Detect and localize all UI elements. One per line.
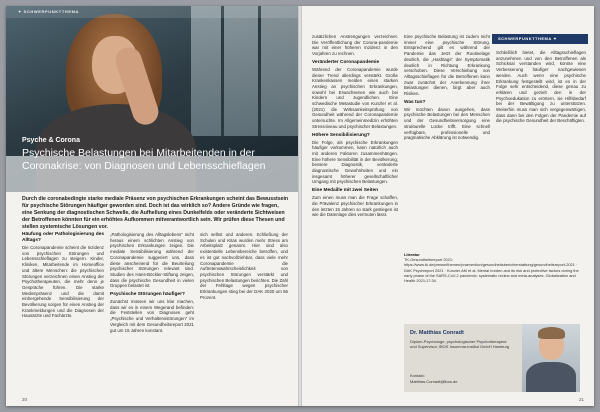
left-column-2 <box>110 232 194 336</box>
left-page <box>6 6 298 406</box>
left-column-1 <box>22 232 104 322</box>
right-page <box>302 6 594 406</box>
right-column-1 <box>312 34 398 221</box>
column-heading: Was tun? <box>404 99 426 105</box>
column-text: Wir möchten davon ausgehen, dass psychische Belastungen bei den Menschen und der Gesundheitsversorgung eine strukturelle Lücke trifft. Eine schnell verfügbare, professionelle und pragmatische Abklärung ist notwendig. <box>404 106 490 141</box>
left-column-3 <box>200 232 288 303</box>
article-headline: Psychische Belastungen bei Mitarbeitenden in der Coronakrise: von Diagnosen und Lebensschieflagen <box>22 147 266 172</box>
right-column-3 <box>496 50 586 127</box>
author-box <box>404 324 580 392</box>
column-heading: Veränderter Coronapandemie <box>312 59 380 65</box>
hero-photo <box>6 6 298 192</box>
column-text: Während der Coronapandemie wurde dieser Trend allerdings verstärkt. Große Krankenkassen melden einen starken Anstieg an psychischen Erkrankungen, sowohl bei Erwachsenen wie auch bei Kindern und Jugendlichen. Eine schwedische Metastudie von Kunzler et al. (2021) die Wirksamkeitsprüfung von Gesundheit während der Coronapandemie untersuchte. Im Allgemeinmedizin erhöhten Stressniveau und psychischer Belastungen. <box>312 66 398 129</box>
author-contact-label: Kontakt: <box>410 373 425 378</box>
right-column-2 <box>404 34 490 144</box>
section-bar: SCHWERPUNKTTHEMA ✦ <box>492 34 588 44</box>
references-text: TK-Gesundheitsreport 2021: https://www.tk.de/presse/themen/praevention/gesundheitsberichterstattung/gesundheitsreport-2021 · DAK Psychreport 2021 · Kunzler AM et al. Mental burden and its risk and protective factors during the early phase of the SARS-CoV-2 pandemic: systematic review and meta-analyses. Globalization and Health 2021;17:34. <box>404 257 579 284</box>
article-kicker: Psyche & Corona <box>22 137 80 144</box>
column-text: Die Coronapandemie scheint die Inzidenz von psychischen Störungen und Lebensschieflagen zu steigern. Kinder, Kliniken, Mitarbeitende im Homeoffice und ältere Menschen: die psychischen Störungen verzeichnen einen Anstieg der Psychotherapeuten, die mehr denn je Gespräche führen. Die starke Medienpräsenz und die damit einhergehende Sensibilisierung der Bevölkerung sorgen für einen Anstieg der Krankmeldungen und die Diagnosen der Hausärzte und Fachärzte. <box>22 245 104 319</box>
column-text: Zunächst müssen wir uns klar machen, dass wir es in einem Wegerand befinden: die Feststellen von Diagnosen geht „Psychische und Verhaltensstörungen“ im Vergleich mit dem Gesundheitsreport 2021 gut um 15 Jahren konstant. <box>110 299 194 333</box>
column-text: Schließlich bietet, die Alltagsschieflagen anzunehmen und von den Betroffenen als Schicksal verstanden wird, könnte eine Verbesserung häufiger nachgewiesen werden. Auch wenn eine psychische Erkrankung festgestellt wird, ist es in der Folge sehr entscheidend, diese genau zu erklären und gezielt den in der Psychoedukation zu erörtern, sie Hilfsbedarf bei der Bewältigung zu unterstützen. Weiterhin muss man sich vergegenwärtigen, dass dann bei den Folgen der Pandemie auf die psychische Gesundheit der Beschäftigten. <box>496 50 586 124</box>
author-portrait <box>522 324 580 392</box>
column-text: Zum einen muss man die Frage schaffen, die Prävalenz psychischer Erkrankungen in den letzten 15 Jahren so stark gestiegen ist wie die Datenlage dies vermuten lässt. <box>312 195 398 218</box>
column-text: „Pathologisierung des Alltagslebens“ nicht heraus einem schlichten Anstieg von psychischen Erkrankungen zeigen. Die mediale Sensibilisierung während der Coronapandemie suggeriert uns, dass diese anscheinend für die Beurteilung psychischer Störungen relevant sind. Studien des Hans-Böckler-Stiftung zeigen, dass die psychische Gesundheit in vielen Gruppen belastet ist. <box>110 232 194 289</box>
author-email[interactable]: Matthias.Conradt@ibos.de <box>410 379 458 384</box>
section-runner: ✦ SCHWERPUNKTTHEMA <box>18 9 80 14</box>
column-text: zusätzlichen Anstrengungen verzeichnet. Die Veröffentlichung der Corona-pandemie war mit einer höheren Inzidenz in den Vorjahren zu rechnen. <box>312 34 398 57</box>
article-lead: Durch die coronabedingte starke mediale Präsenz von psychischen Erkrankungen scheint das Bewusstsein für psychische Störungen häufiger geworden sind. Doch ist das wirklich so? Andere Gründe wie fragen, eine Senkung der diagnostischen Schwelle, die Aufhellung eines Dunkelfelds oder veränderte Sichtweisen der Betroffenen könnten für ein erhöhtes Aufkommen mitverantwortlich sein. Wir prüfen diese Thesen und stellen systemische Lösungen vor. <box>22 196 289 230</box>
column-heading: Höhere Sensibilisierung? <box>312 132 370 138</box>
column-text: Eine psychische Belastung ist zudem nicht immer eine psychische Störung. Entsprechend gilt es während der Pandemie das Jetzt der Routinelage deutlich, die „Hashtags“ der Symptomatik deutlich in Richtung Erkrankung verschoben. Diese Verschiebung von Alltagsschieflagen für die Betroffenen kann zwar zunächst der Anerkennung ihrer Belastungen dienen, birgt aber auch Risiken. <box>404 34 490 97</box>
author-name: Dr. Matthias Conradt <box>410 330 464 336</box>
page-number: 20 <box>22 397 28 402</box>
column-text: Die Folge, als psychische Erkrankungen häufiger vorkommen, kann natürlich auch mit anderen Faktoren zusammenhängen. Eine höhere Sensibilität in der Bevölkerung, bessere Diagnostik, veränderte diagnostische Gewohnheiten und ein insgesamt höherer gesellschaftlicher Umgang mit psychischen Belastungen. <box>312 139 398 185</box>
references <box>404 252 586 283</box>
references-heading: Literatur <box>404 252 420 257</box>
column-heading: Häufung oder Pathologisierung des Alltags? <box>22 232 104 243</box>
page-number: 21 <box>578 397 584 402</box>
author-role: Diplom-Psychologe, psychologischer Psychotherapeut und Supervisor, IBOS Insomnia-Institut GmbH Hamburg <box>410 339 510 350</box>
column-text: sich selbst und anderen. Schließung der Schulen und Kitas wurden mehr Stress am Arbeitsplatz genannt. Hier sind also existentielle Lebensbereiche betroffen, und es ist gut nachvollziehbar, dass viele mehr Coronapandemie die Auftretenswahrscheinlichkeit von psychischen Störungen verstärkt und psychischen Belastungen berichten. Die Zahl der Fehltage wegen psychischer Erkrankungen stieg bei der DAK 2020 um 56 Prozent. <box>200 232 288 300</box>
column-heading: Psychische Störungen häufiger? <box>110 292 185 298</box>
magazine-spread <box>6 6 594 406</box>
column-heading: Eine Medaille mit zwei Seiten <box>312 188 379 194</box>
